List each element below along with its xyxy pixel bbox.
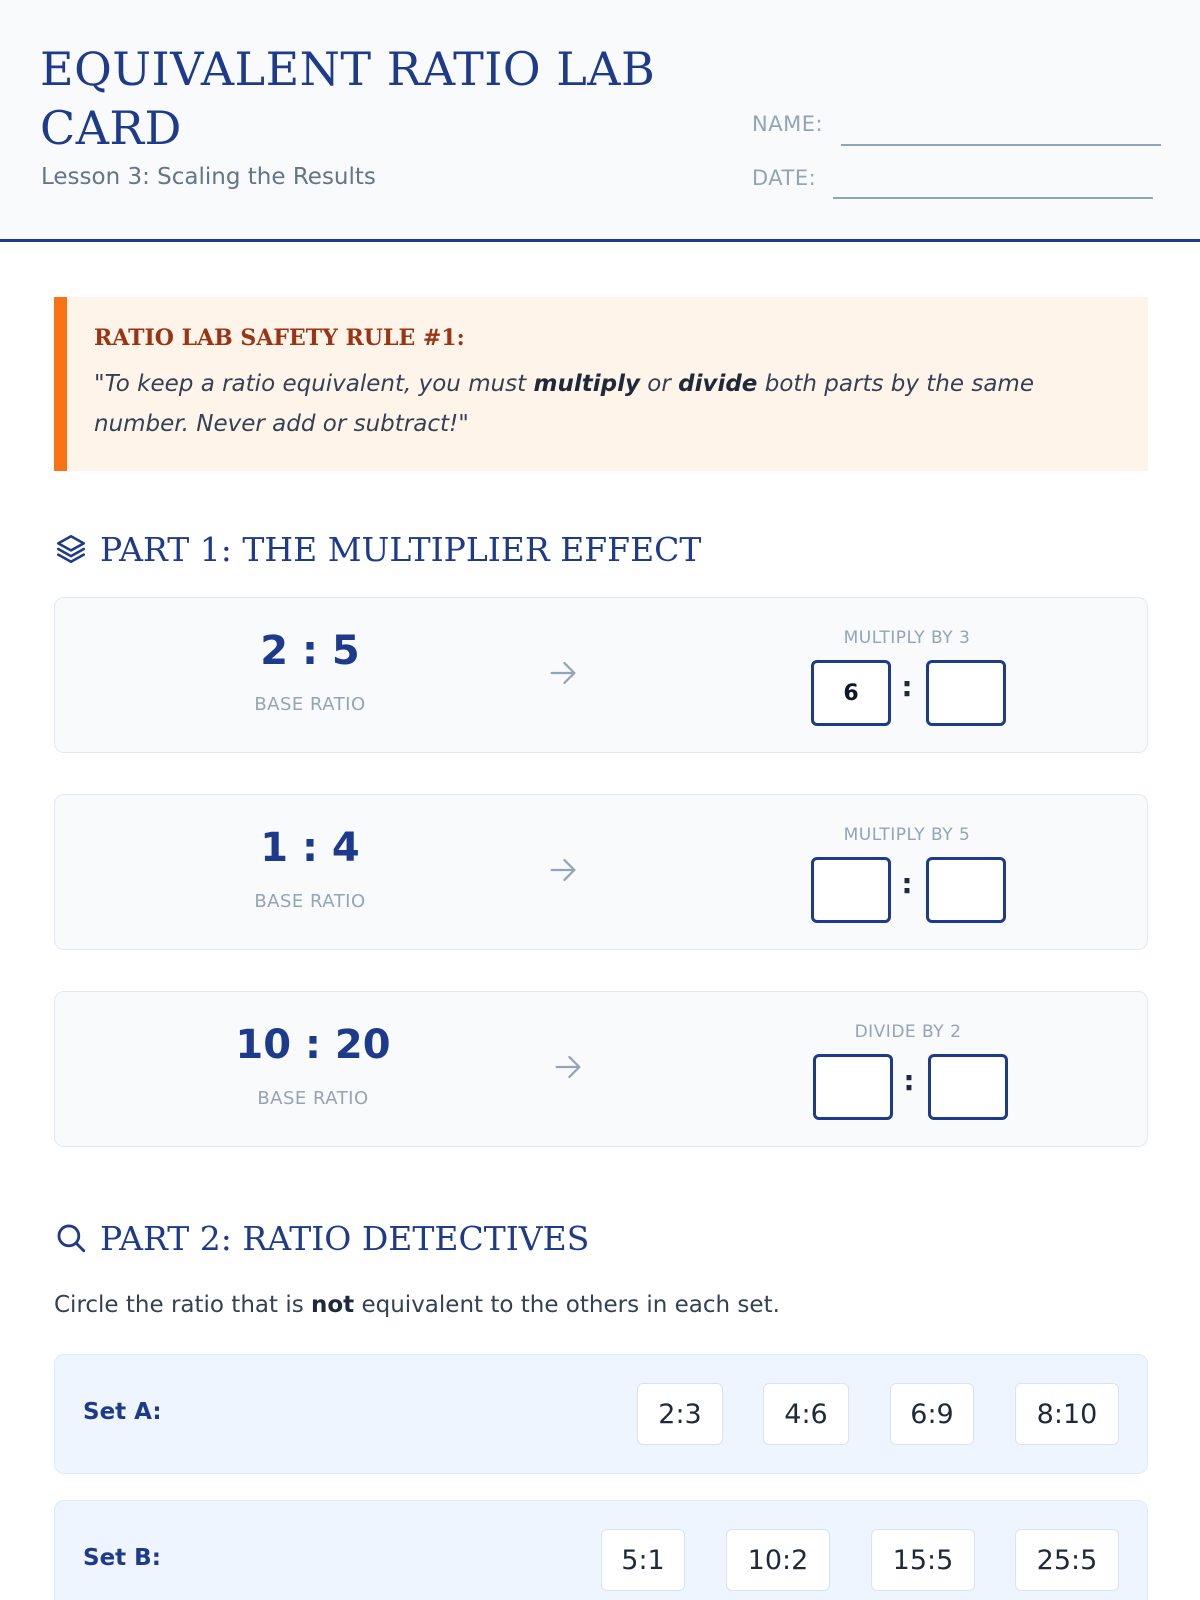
ratio-problem-card <box>54 991 1148 1147</box>
rule-emphasis-multiply: multiply <box>533 371 640 397</box>
ratio-problem-card <box>54 794 1148 950</box>
ratio-option[interactable]: 6:9 <box>890 1383 974 1445</box>
page-subtitle: Lesson 3: Scaling the Results <box>41 164 376 190</box>
part1-title: PART 1: THE MULTIPLIER EFFECT <box>100 529 702 569</box>
ratio-colon: : <box>901 867 913 900</box>
ratio-option[interactable]: 25:5 <box>1015 1529 1119 1591</box>
instructions-emphasis: not <box>311 1292 355 1318</box>
rule-text-segment: or <box>639 371 679 397</box>
page-title: EQUIVALENT RATIO LAB CARD <box>40 42 656 155</box>
answer-box-left[interactable] <box>813 1054 893 1120</box>
part2-instructions <box>54 1292 780 1318</box>
rule-text-segment: "To keep a ratio equivalent, you must <box>94 371 534 397</box>
answer-box-right[interactable] <box>926 660 1006 726</box>
instructions-text: equivalent to the others in each set. <box>354 1292 780 1318</box>
base-ratio-label: BASE RATIO <box>254 694 366 715</box>
instructions-text: Circle the ratio that is <box>54 1292 311 1318</box>
operation-label: MULTIPLY BY 5 <box>843 825 971 845</box>
date-label: DATE: <box>752 166 817 190</box>
date-field[interactable] <box>833 197 1153 199</box>
part2-title: PART 2: RATIO DETECTIVES <box>100 1218 590 1258</box>
set-label: Set A: <box>83 1399 162 1425</box>
ratio-option[interactable]: 4:6 <box>763 1383 849 1445</box>
rule-text-segment: both parts by the same number. Never add or subtract!" <box>94 371 1034 437</box>
part2-heading <box>54 1216 589 1260</box>
ratio-set-card <box>54 1500 1148 1600</box>
ratio-option[interactable]: 5:1 <box>601 1529 685 1591</box>
worksheet-header <box>0 0 1200 242</box>
answer-box-left[interactable] <box>811 857 891 923</box>
base-ratio-value: 1 : 4 <box>260 825 360 871</box>
safety-rule-title: RATIO LAB SAFETY RULE #1: <box>94 325 465 351</box>
rule-emphasis-divide: divide <box>678 371 758 397</box>
arrow-right-icon <box>551 1050 585 1084</box>
base-ratio-label: BASE RATIO <box>254 891 366 912</box>
ratio-colon: : <box>903 1064 915 1097</box>
operation-label: DIVIDE BY 2 <box>854 1022 962 1042</box>
arrow-right-icon <box>546 656 580 690</box>
operation-label: MULTIPLY BY 3 <box>843 628 971 648</box>
ratio-option[interactable]: 10:2 <box>726 1529 830 1591</box>
name-label: NAME: <box>752 112 824 136</box>
base-ratio-value: 10 : 20 <box>235 1022 391 1068</box>
set-label: Set B: <box>83 1545 161 1571</box>
answer-box-right[interactable] <box>926 857 1006 923</box>
ratio-option[interactable]: 15:5 <box>871 1529 975 1591</box>
answer-box-right[interactable] <box>928 1054 1008 1120</box>
base-ratio-label: BASE RATIO <box>257 1088 369 1109</box>
answer-box-left[interactable]: 6 <box>811 660 891 726</box>
part1-heading <box>54 527 701 571</box>
base-ratio-value: 2 : 5 <box>260 628 360 674</box>
ratio-option[interactable]: 2:3 <box>637 1383 723 1445</box>
ratio-set-card <box>54 1354 1148 1474</box>
arrow-right-icon <box>546 853 580 887</box>
ratio-problem-card <box>54 597 1148 753</box>
safety-rule-text <box>94 364 1124 444</box>
layers-icon <box>54 532 88 566</box>
search-icon <box>54 1221 88 1255</box>
name-field[interactable] <box>841 144 1161 146</box>
ratio-option[interactable]: 8:10 <box>1015 1383 1119 1445</box>
ratio-colon: : <box>901 670 913 703</box>
